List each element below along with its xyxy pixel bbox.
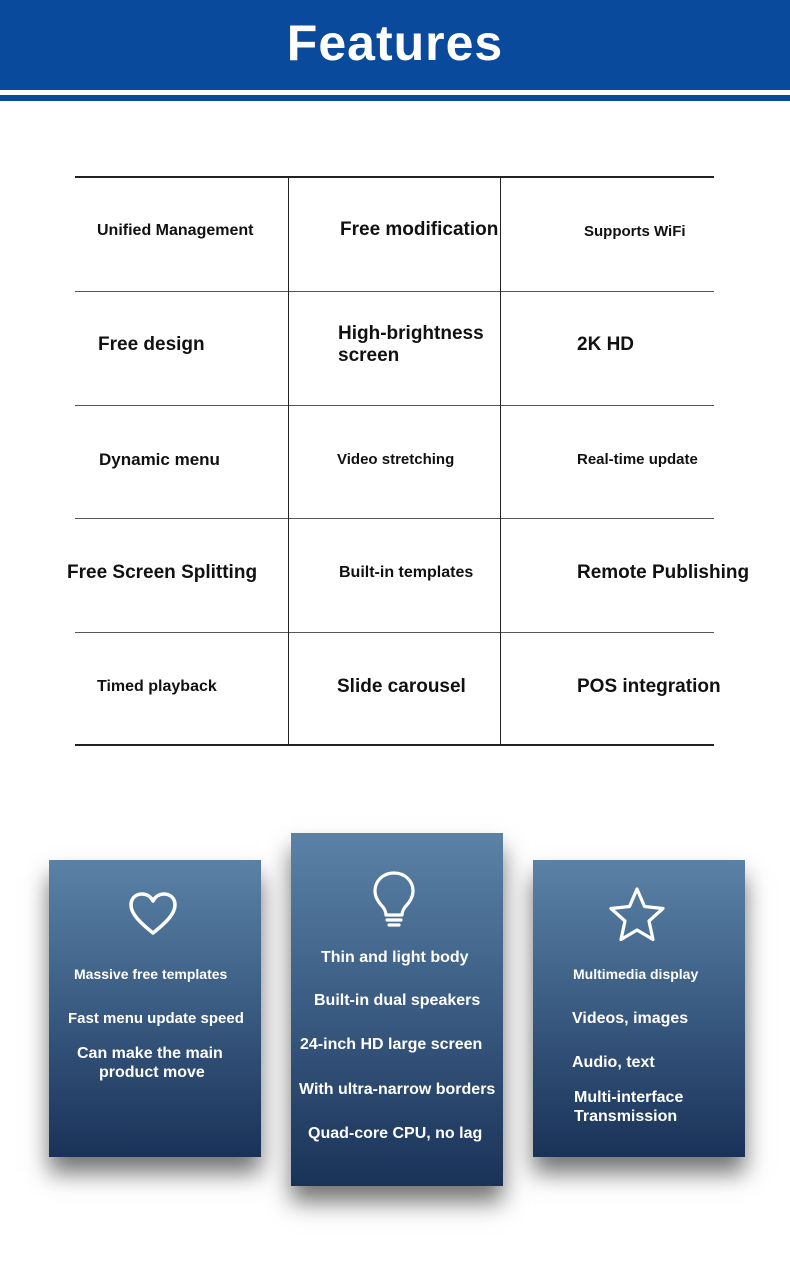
- feature-2k-hd: 2K HD: [577, 334, 635, 355]
- heart-icon: [128, 891, 178, 937]
- feature-remote-publishing: Remote Publishing: [577, 562, 750, 583]
- feature-pos-integration: POS integration: [577, 676, 721, 697]
- card-text: Videos, images: [572, 1010, 689, 1027]
- feature-unified-management: Unified Management: [97, 222, 254, 239]
- grid-divider: [75, 291, 714, 292]
- card-text: Multi-interface: [574, 1089, 684, 1106]
- feature-free-screen-splitting: Free Screen Splitting: [67, 562, 258, 583]
- header-divider: [0, 95, 790, 101]
- card-text: Multimedia display: [573, 966, 699, 982]
- card-text: 24-inch HD large screen: [300, 1036, 483, 1053]
- grid-divider: [75, 518, 714, 519]
- card-text: Built-in dual speakers: [314, 992, 481, 1009]
- card-text: Audio, text: [572, 1054, 655, 1071]
- card-text: Transmission: [574, 1108, 678, 1125]
- grid-divider: [75, 632, 714, 633]
- card-text: Thin and light body: [321, 949, 469, 966]
- feature-video-stretching: Video stretching: [337, 451, 455, 468]
- card-text: With ultra-narrow borders: [299, 1081, 496, 1098]
- star-icon: [606, 885, 668, 945]
- lightbulb-icon: [371, 870, 417, 928]
- feature-timed-playback: Timed playback: [97, 678, 217, 695]
- grid-divider: [288, 178, 289, 744]
- feature-slide-carousel: Slide carousel: [337, 676, 466, 697]
- feature-supports-wifi: Supports WiFi: [584, 223, 686, 240]
- card-text: Can make the main: [77, 1045, 223, 1062]
- card-text: product move: [99, 1064, 205, 1081]
- feature-free-design: Free design: [98, 334, 205, 355]
- page-title: Features: [286, 15, 504, 71]
- feature-built-in-templates: Built-in templates: [339, 564, 474, 581]
- feature-high-brightness-screen: High-brightness screen: [338, 323, 484, 366]
- card-text: Quad-core CPU, no lag: [308, 1125, 483, 1142]
- grid-divider: [75, 405, 714, 406]
- feature-dynamic-menu: Dynamic menu: [99, 450, 220, 469]
- card-text: Fast menu update speed: [68, 1010, 244, 1027]
- feature-free-modification: Free modification: [340, 219, 499, 240]
- grid-divider: [500, 178, 501, 744]
- card-text: Massive free templates: [74, 966, 228, 982]
- feature-real-time-update: Real-time update: [577, 451, 698, 468]
